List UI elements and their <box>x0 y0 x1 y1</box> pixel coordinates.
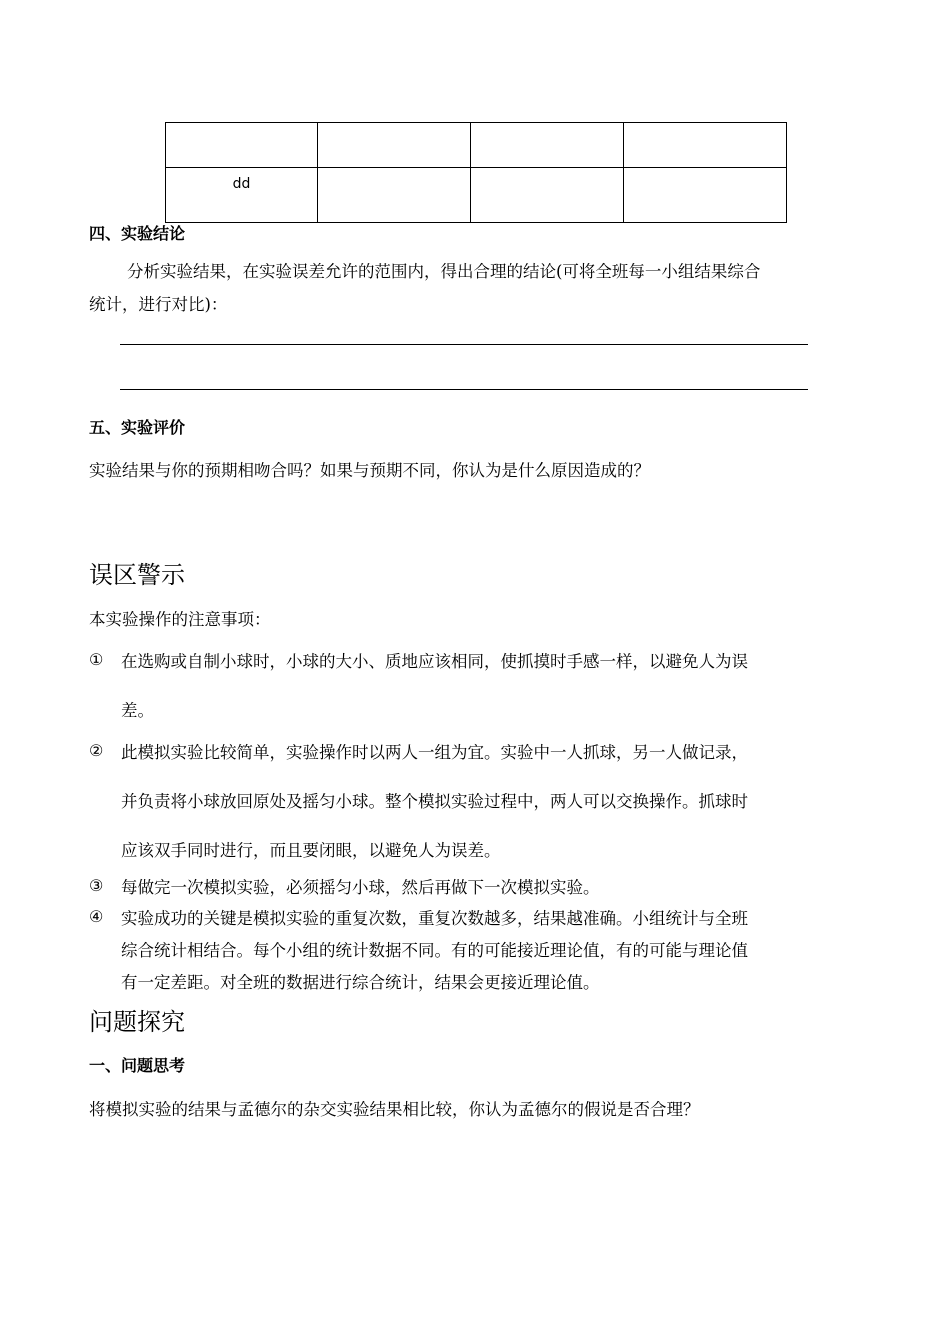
warning-item-line: 并负责将小球放回原处及摇匀小球。整个模拟实验过程中，两人可以交换操作。抓球时 <box>121 792 748 811</box>
section4-heading: 四、实验结论 <box>89 224 186 243</box>
item-marker: ③ <box>89 876 104 895</box>
warning-item-line: 实验成功的关键是模拟实验的重复次数，重复次数越多，结果越准确。小组统计与全班 <box>121 909 748 928</box>
section5-heading: 五、实验评价 <box>89 418 186 437</box>
item-marker: ② <box>89 741 104 760</box>
inquiry-question: 将模拟实验的结果与孟德尔的杂交实验结果相比较，你认为孟德尔的假说是否合理？ <box>89 1100 700 1119</box>
warning-item-line: 综合统计相结合。每个小组的统计数据不同。有的可能接近理论值，有的可能与理论值 <box>121 941 748 960</box>
warning-item-line: 此模拟实验比较简单，实验操作时以两人一组为宜。实验中一人抓球，另一人做记录， <box>121 743 748 762</box>
item-marker: ④ <box>89 907 104 926</box>
section4-paragraph-line2: 统计，进行对比)： <box>89 295 228 314</box>
table-row <box>166 168 787 223</box>
table-cell <box>471 123 624 168</box>
answer-line <box>120 344 808 345</box>
item-marker: ① <box>89 650 104 669</box>
section4-paragraph-line1: 分析实验结果，在实验误差允许的范围内，得出合理的结论(可将全班每一小组结果综合 <box>127 262 761 281</box>
warnings-intro: 本实验操作的注意事项： <box>89 610 271 629</box>
table-cell: dd <box>166 168 318 223</box>
inquiry-subheading: 一、问题思考 <box>89 1056 186 1075</box>
warning-item-line: 在选购或自制小球时，小球的大小、质地应该相同，使抓摸时手感一样，以避免人为误 <box>121 652 748 671</box>
warning-item-line: 差。 <box>121 701 154 720</box>
inquiry-title: 问题探究 <box>89 1008 185 1036</box>
table-cell <box>624 123 787 168</box>
warning-item-line: 每做完一次模拟实验，必须摇匀小球，然后再做下一次模拟实验。 <box>121 878 600 897</box>
warning-item-line: 有一定差距。对全班的数据进行综合统计，结果会更接近理论值。 <box>121 973 600 992</box>
table-cell <box>166 123 318 168</box>
table-cell <box>471 168 624 223</box>
results-table <box>165 122 787 223</box>
table-cell <box>318 168 471 223</box>
table-cell <box>624 168 787 223</box>
table-cell <box>318 123 471 168</box>
table-row <box>166 123 787 168</box>
section5-question: 实验结果与你的预期相吻合吗？如果与预期不同，你认为是什么原因造成的？ <box>89 461 650 480</box>
warning-item-line: 应该双手同时进行，而且要闭眼，以避免人为误差。 <box>121 841 501 860</box>
answer-line <box>120 389 808 390</box>
warnings-title: 误区警示 <box>89 561 185 589</box>
